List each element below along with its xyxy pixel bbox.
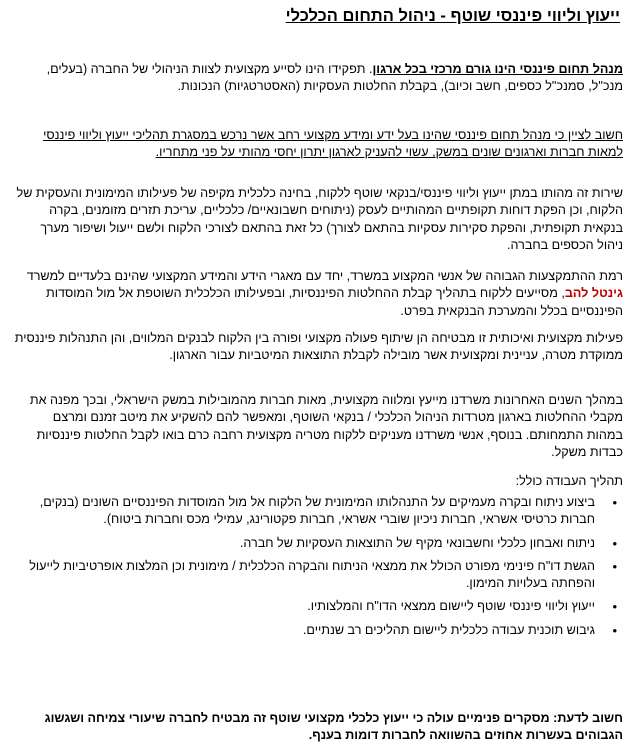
paragraph-service: שירות זה מהותו במתן ייעוץ וליווי פיננסי/בנקאי שוטף ללקוח, בחינה כלכלית מקיפה של פעילותו המימונית והעסקית של הלקוח, וכן הפקת דוחות תקופתיים המהותיים לעסק (ניתוחים חשבונאיים/ כלכליים, עריכת תזרים מזומנים, בקרה בנקאית תקופתית, והפקת סקירות עסקיות בהתאם לצורך) כל זאת בהתאם לצורכי הלקוח ולשם ייעול ושיפור מערך ניהול הכספים בחברה. [16,186,623,252]
list-item [8,598,623,615]
bullet-icon: • [612,622,617,638]
intro-rest: . תפקידו הינו לסייע מקצועית לצוות הניהולי של החברה (בעלים, מנכ"ל, סמנכ"ל כספים, חשב וכיוב), בקבלת החלטות העסקיות (האסטרטגיות) הנכונות. [46,62,623,94]
list-item-text: ניתוח ואבחון כלכלי וחשבונאי מקיף של התוצאות העסקיות של חברה. [239,535,595,550]
bullet-icon: • [612,599,617,615]
expertise-before: רמת ההתמקצעות הגבוהה של אנשי המקצוע במשרד, יחד עם מאגרי הידע והמידע המקצועי שהינם בלעדיים למשרד [26,269,623,283]
list-item-text: גיבוש תוכנית עבודה כלכלית ליישום תהליכים רב שנתיים. [302,622,595,637]
paragraph-quality: פעילות מקצועית ואיכותית זו מבטיחה הן שיתוף פעולה מקצועי ופורה בין הלקוח לבנקים המלווים, והן התנהלות פיננסית ממוקדת מטרה, עניינית ומקצועית אשר מובילה לקבלת התוצאות המיטביות עבור הארגון. [14,331,623,363]
page-title: ייעוץ וליווי פיננסי שוטף - ניהול התחום הכלכלי [285,7,620,25]
list-item [8,558,623,593]
paragraph-expertise [14,268,623,320]
paragraph-intro [14,61,623,96]
bullet-icon: • [612,495,617,510]
bullet-icon: • [612,558,617,574]
intro-lead: מנהל תחום פיננסי הינו גורם מרכזי בכל ארגון [372,62,623,76]
list-item-text: ביצוע ניתוח ובקרה מעמיקים על התנהלותו המימונית של הלקוח אל מול המוסדות הפיננסיים השונים (בנקים, חברות כרטיסי אשראי, חברות ניכיון שוברי אשראי, חברות פקטורינג, עמילי מכס וחברות ביטוח). [39,495,595,527]
note-important: חשוב לדעת: מסקרים פנימיים עולה כי ייעוץ כלכלי מקצועי שוטף זה מבטיח לחברה שיעורי צמיחה ושגשוג הגבוהים בעשרות אחוזים בהשוואה לחברות דומות בענף. [44,711,623,743]
paragraph-experience: במהלך השנים האחרונות משרדנו מייעץ ומלווה מקצועית, מאות חברות מהמובילות במשק הישראלי, ובכך מפנה את מקבלי ההחלטות בארגון מטרדות הניהול הכלכלי / בנקאי השוטף, ומאפשר להם להשקיע את מיטב זמנם ומרצם במהות התמחותם. בנוסף, אנשי משרדנו מעניקים ללקוח מטריה מקצועית רחבה כרם בואו לקבל החלטות פיננסיות כבדות משקל. [29,393,623,459]
list-item [8,494,623,529]
list-item [8,622,623,639]
list-item-text: הגשת דו"ח פינימי מפורט הכולל את ממצאי הניתוח והבקרה הכלכלית / מימונית וכן המלצות אופרטיביות לייעול והפחתה בעלויות המימון. [29,558,595,591]
bullet-icon: • [612,535,617,551]
list-item-text: ייעוץ וליווי פיננסי שוטף ליישום ממצאי הדו"ח והמלצותיו. [307,599,595,614]
process-label: תהליך העבודה כולל: [515,474,623,488]
list-item [8,535,623,552]
brand-name: גינטל להב [564,286,623,301]
paragraph-importance: חשוב לציין כי מנהל תחום פיננסי שהינו בעל ידע ומידע מקצועי רחב אשר נרכש במסגרת תהליכי ייעוץ וליווי פיננסי למאות חברות וארגונים שונים במשק, עשוי להעניק לארגון יתרון יחסי מהותי על פני מתחריו. [43,128,623,160]
process-list [8,494,623,639]
expertise-after: , מסייעים ללקוח בתהליך קבלת ההחלטות הפיננסיות, ובפעילותו הכלכלית השוטפת אל מול המוסדות הפיננסיים בכלל והמערכת הבנקאית בפרט. [46,286,623,318]
